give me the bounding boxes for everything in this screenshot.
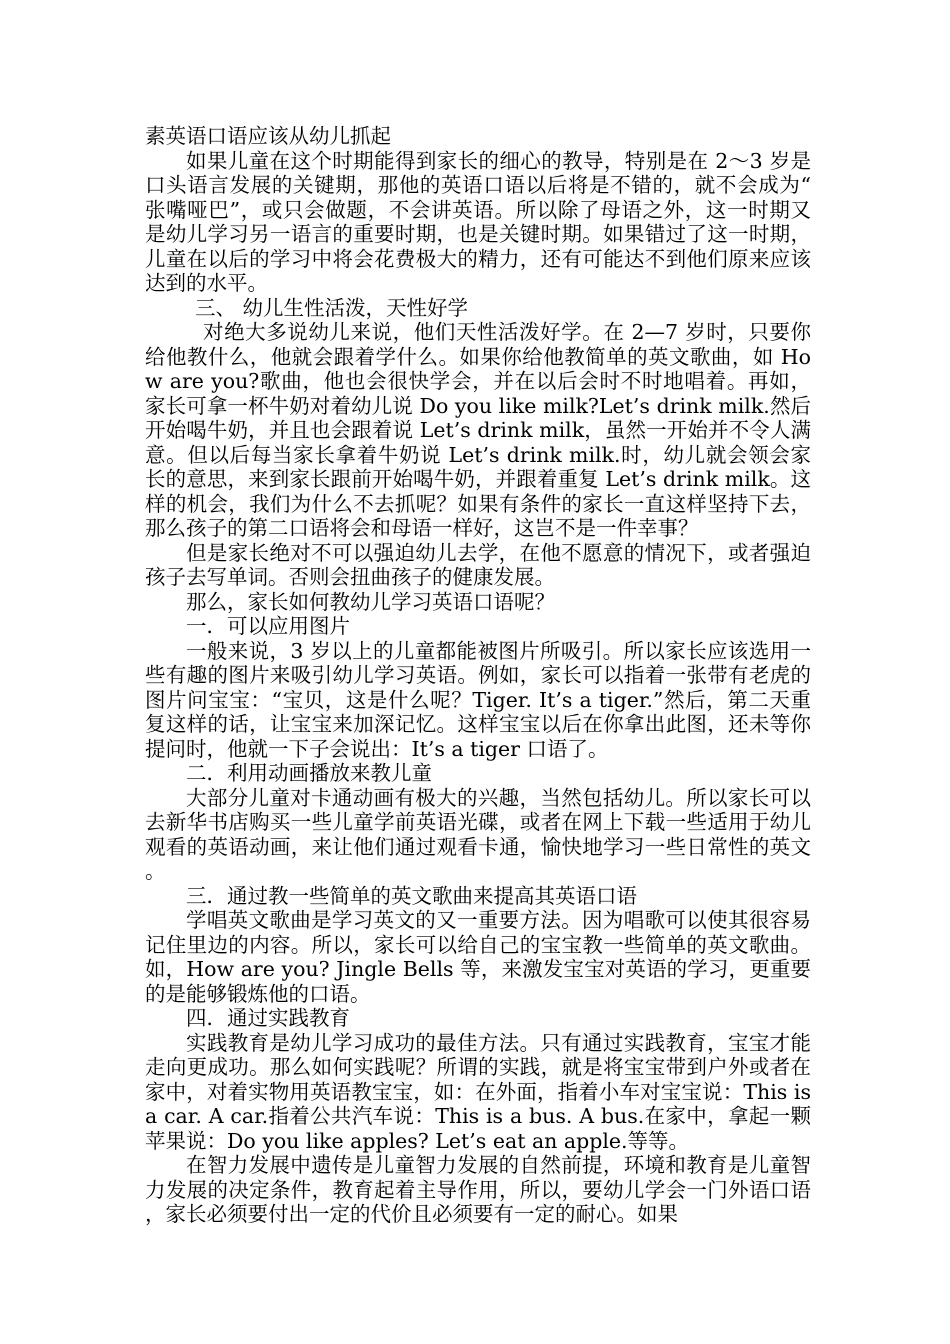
section-heading-pictures: 一．可以应用图片 (186, 614, 350, 638)
paragraph-songs: 学唱英文歌曲是学习英文的又一重要方法。因为唱歌可以使其很容易记住里边的内容。所以，家长可以给自己的宝宝教一些简单的英文歌曲。如，How are you? Jingle Bells 等，来激发宝宝对英语的学习，更重要的是能够锻炼他的口语。 (145, 908, 811, 1006)
paragraph-no-forcing: 但是家长绝对不可以强迫幼儿去学，在他不愿意的情况下，或者强迫孩子去写单词。否则会扭曲孩子的健康发展。 (145, 540, 811, 589)
paragraph-pictures: 一般来说，3 岁以上的儿童都能被图片所吸引。所以家长应该选用一些有趣的图片来吸引幼儿学习英语。例如，家长可以指着一张带有老虎的图片问宝宝：“宝贝，这是什么呢？Tiger. It’s a tiger.”然后，第二天重复这样的话，让宝宝来加深记忆。这样宝宝以后在你拿出此图，还未等你提问时，他就一下子会说出：It’s a tiger 口语了。 (145, 638, 811, 761)
paragraph-how-to-teach: 那么，家长如何教幼儿学习英语口语呢？ (186, 589, 555, 614)
paragraph-lively-learning: 对绝大多说幼儿来说，他们天性活泼好学。在 2—7 岁时，只要你给他教什么，他就会跟着学什么。如果你给他教简单的英文歌曲，如 How are you?歌曲，他也会很快学会，并在以后会时不时地唱着。再如，家长可拿一杯牛奶对着幼儿说 Do you like milk?Let’s drink milk.然后开始喝牛奶，并且也会跟着说 Let’s drink milk，虽然一开始并不令人满意。但以后每当家长拿着牛奶说 Let’s drink milk.时，幼儿就会领会家长的意思，来到家长跟前开始喝牛奶，并跟着重复 Let’s drink milk。这样的机会，我们为什么不去抓呢？如果有条件的家长一直这样坚持下去，那么孩子的第二口语将会和母语一样好，这岂不是一件幸事？ (145, 320, 811, 540)
section-heading-lively-nature: 三、 幼儿生性活泼，天性好学 (195, 295, 469, 320)
paragraph-critical-period: 如果儿童在这个时期能得到家长的细心的教导，特别是在 2～3 岁是口头语言发展的关键期，那他的英语口语以后将是不错的，就不会成为“张嘴哑巴”，或只会做题，不会讲英语。所以除了母语之外，这一时期又是幼儿学习另一语言的重要时期，也是关键时期。如果错过了这一时期，儿童在以后的学习中将会花费极大的精力，还有可能达不到他们原来应该达到的水平。 (145, 148, 811, 295)
section-heading-animation: 二．利用动画播放来教儿童 (186, 761, 432, 785)
paragraph-conclusion: 在智力发展中遗传是儿童智力发展的自然前提，环境和教育是儿童智力发展的决定条件，教育起着主导作用，所以，要幼儿学会一门外语口语，家长必须要付出一定的代价且必须要有一定的耐心。如果 (145, 1153, 811, 1226)
paragraph-practice: 实践教育是幼儿学习成功的最佳方法。只有通过实践教育，宝宝才能走向更成功。那么如何实践呢？所谓的实践，就是将宝宝带到户外或者在家中，对着实物用英语教宝宝，如：在外面，指着小车对宝宝说：This is a car. A car.指着公共汽车说：This is a bus. A bus.在家中，拿起一颗苹果说：Do you like apples? Let’s eat an apple.等等。 (145, 1030, 811, 1153)
section-heading-songs: 三．通过教一些简单的英文歌曲来提高其英语口语 (186, 883, 637, 908)
section-heading-practice: 四．通过实践教育 (186, 1006, 350, 1030)
document-page (145, 124, 811, 1227)
paragraph-animation: 大部分儿童对卡通动画有极大的兴趣，当然包括幼儿。所以家长可以去新华书店购买一些儿童学前英语光碟，或者在网上下载一些适用于幼儿观看的英语动画，来让他们通过观看卡通，愉快地学习一些日常性的英文。 (145, 785, 811, 883)
document-title-line: 素英语口语应该从幼儿抓起 (145, 124, 391, 148)
